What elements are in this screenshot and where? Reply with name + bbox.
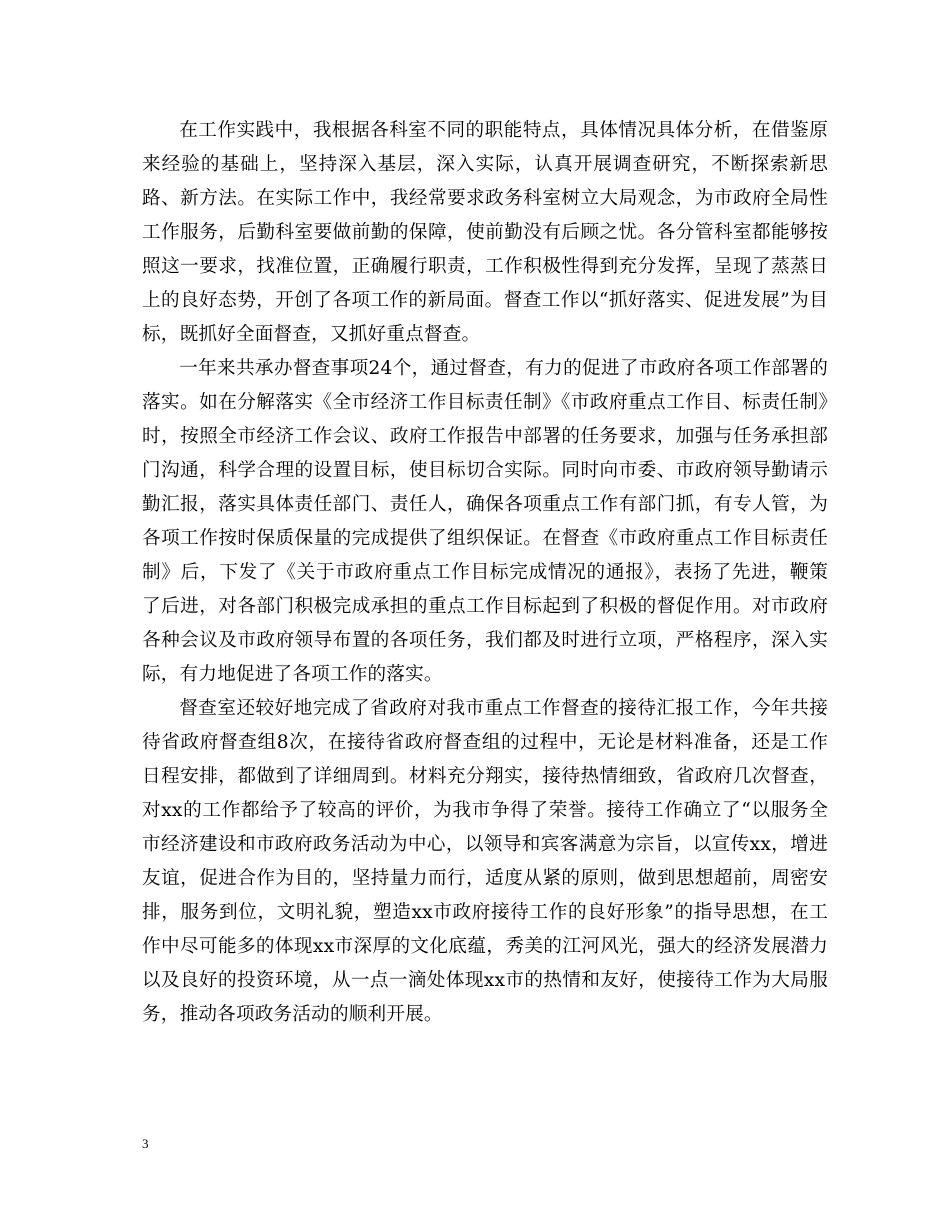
paragraph-2: 一年来共承办督查事项24个，通过督查，有力的促进了市政府各项工作部署的落实。如在分解落实《全市经济工作目标责任制》《市政府重点工作目、标责任制》时，按照全市经济工作会议、政府工作报告中部署的任务要求，加强与任务承担部门沟通，科学合理的设置目标，使目标切合实际。同时向市委、市政府领导勤请示勤汇报，落实具体责任部门、责任人，确保各项重点工作有部门抓，有专人管，为各项工作按时保质保量的完成提供了组织保证。在督查《市政府重点工作目标责任制》后，下发了《关于市政府重点工作目标完成情况的通报》，表扬了先进，鞭策了后进，对各部门积极完成承担的重点工作目标起到了积极的督促作用。对市政府各种会议及市政府领导布置的各项任务，我们都及时进行立项，严格程序，深入实际，有力地促进了各项工作的落实。	[142, 358, 828, 685]
page-number: 3	[142, 1136, 149, 1151]
paragraph-3: 督查室还较好地完成了省政府对我市重点工作督查的接待汇报工作，今年共接待省政府督查组8次，在接待省政府督查组的过程中，无论是材料准备，还是工作日程安排，都做到了详细周到。材料充分翔实，接待热情细致，省政府几次督查，对xx的工作都给予了较高的评价，为我市争得了荣誉。接待工作确立了“以服务全市经济建设和市政府政务活动为中心，以领导和宾客满意为宗旨，以宣传xx，增进友谊，促进合作为目的，坚持量力而行，适度从紧的原则，做到思想超前，周密安排，服务到位，文明礼貌，塑造xx市政府接待工作的良好形象”的指导思想，在工作中尽可能多的体现xx市深厚的文化底蕴，秀美的江河风光，强大的经济发展潜力以及良好的投资环境，从一点一滴处体现xx市的热情和友好，使接待工作为大局服务，推动各项政务活动的顺利开展。	[142, 698, 828, 1025]
document-body	[142, 114, 828, 1032]
paragraph-1: 在工作实践中，我根据各科室不同的职能特点，具体情况具体分析，在借鉴原来经验的基础上，坚持深入基层，深入实际，认真开展调查研究，不断探索新思路、新方法。在实际工作中，我经常要求政务科室树立大局观念，为市政府全局性工作服务，后勤科室要做前勤的保障，使前勤没有后顾之忧。各分管科室都能够按照这一要求，找准位置，正确履行职责，工作积极性得到充分发挥，呈现了蒸蒸日上的良好态势，开创了各项工作的新局面。督查工作以“抓好落实、促进发展”为目标，既抓好全面督查，又抓好重点督查。	[142, 120, 828, 345]
